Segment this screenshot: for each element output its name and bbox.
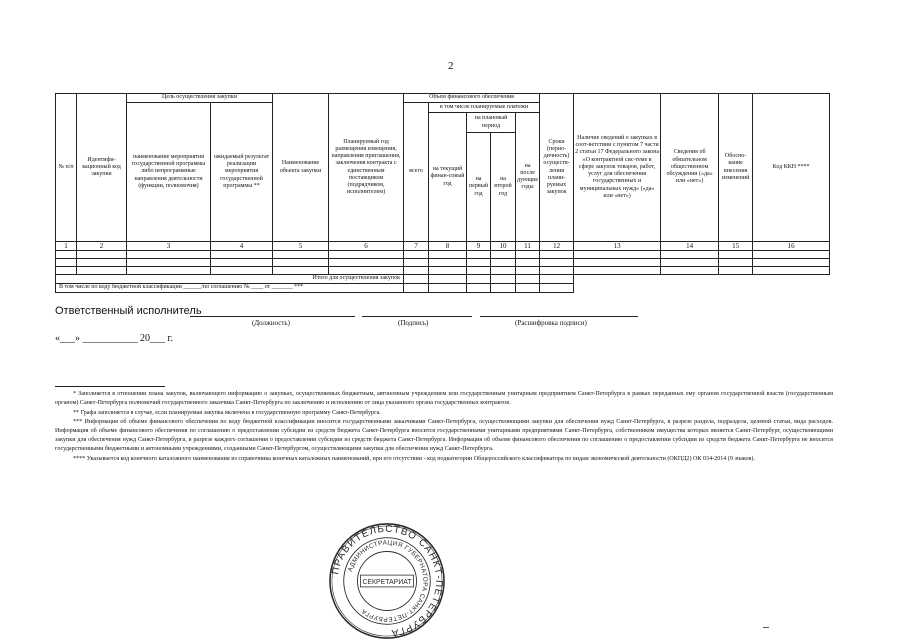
header-planned-payments: в том числе планируемые платежи (429, 103, 540, 113)
table-row (56, 251, 830, 259)
seal-outer-text: ПРАВИТЕЛЬСТВО САНКТ-ПЕТЕРБУРГА (330, 523, 445, 639)
column-number: 2 (77, 242, 127, 251)
signature-caption: (Подпись) (398, 319, 429, 327)
column-number: 5 (273, 242, 329, 251)
column-number: 4 (211, 242, 273, 251)
header-first-year: на первый год (467, 133, 491, 242)
column-numbers-row (56, 242, 830, 251)
header-program-activity: наименование мероприятия государственной программы либо непрограммные направления деятельности (функции, полномочия) (127, 103, 211, 242)
page-number: 2 (448, 60, 454, 72)
column-number: 10 (491, 242, 516, 251)
header-object-name: Наименование объекта закупки (273, 94, 329, 242)
column-number: 8 (429, 242, 467, 251)
seal-inner-text: АДМИНИСТРАЦИЯ ГУБЕРНАТОРА САНКТ-ПЕТЕРБУРГА (346, 539, 429, 623)
footnote: *** Информация об объеме финансового обеспечения по коду бюджетной классификации вносится государственными заказчиками Санкт-Петербурга, осуществляющими закупки для обеспечения нужд Санкт-Петербурга, в разрезе раздела, подраздела, целевой статьи, вида расходов. Информация об объеме финансового обеспечения по соглашению о предоставлении субсидии из средств бюджета Санкт-Петербурга вносится государственными унитарными предприятиями Санкт-Петербурга, собственником имущества которых является Санкт-Петербург, осуществляющими закупки для обеспечения нужд Санкт-Петербурга, в разрезе каждого соглашения о предоставлении субсидии из средств бюджета Санкт-Петербурга. Информация об объеме финансового обеспечения по соглашению о предоставлении субсидии из средств бюджета Санкт-Петербурга не вносится государственными бюджетными и автономными учреждениями, созданными Санкт-Петербургом, осуществляющими закупки для обеспечения нужд Санкт-Петербурга. (55, 419, 833, 452)
column-number: 13 (574, 242, 661, 251)
column-number: 11 (516, 242, 540, 251)
column-number: 16 (753, 242, 830, 251)
footnote-separator (55, 386, 165, 387)
column-number: 12 (540, 242, 574, 251)
column-number: 9 (467, 242, 491, 251)
header-purchase-goal: Цель осуществления закупки (127, 94, 273, 103)
header-change-reason: Обосно-вание внесения изменений (719, 94, 753, 242)
budget-code-label: В том числе по коду бюджетной классификации ______/по соглашению № ____ от _______ *** (56, 284, 404, 293)
footnote: ** Графа заполняется в случае, если планируемая закупка включена в государственную программу Санкт-Петербурга. (73, 409, 381, 416)
position-line (190, 316, 355, 317)
total-label: Итого для осуществления закупок (56, 275, 404, 284)
procurement-plan-table (55, 93, 830, 293)
seal-center-text: СЕКРЕТАРИАТ (362, 578, 412, 586)
column-number: 1 (56, 242, 77, 251)
header-later-years: на после дующие годы (516, 113, 540, 242)
header-procurement-terms: Сроки (перио-дичность) осуществ-ления плани-руемых закупок (540, 94, 574, 242)
header-row-number: № п/п (56, 94, 77, 242)
footnotes (55, 390, 833, 463)
scan-mark (763, 627, 769, 628)
header-total: всего (404, 103, 429, 242)
column-number: 6 (329, 242, 404, 251)
column-number: 7 (404, 242, 429, 251)
position-caption: (Должность) (252, 319, 290, 327)
header-planned-year: Планируемый год размещения извещения, направления приглашения, заключения контракта с единственным поставщиком (подрядчиком, исполнителем) (329, 94, 404, 242)
signature-line (362, 316, 472, 317)
decode-line (480, 316, 638, 317)
date-field: «___» ___________ 20___ г. (55, 333, 173, 344)
budget-code-row (56, 284, 830, 293)
header-financing-volume: Объем финансового обеспечения (404, 94, 540, 103)
table-row (56, 259, 830, 267)
header-expected-result: ожидаемый результат реализации мероприятия государственной программы ** (211, 103, 273, 242)
footnote: **** Указывается код конечного каталожного наименования из справочника конечных каталожных наименований, при его отсутствии - код подкатегории Общероссийского классификатора по видам экономической деятельности (ОКПД2) ОК 034-2014 (9 знаков). (73, 455, 755, 462)
column-number: 3 (127, 242, 211, 251)
header-purchase-id: Идентифи-кационный код закупки (77, 94, 127, 242)
table-row (56, 267, 830, 275)
column-number: 14 (661, 242, 719, 251)
column-number: 15 (719, 242, 753, 251)
decode-caption: (Расшифровка подписи) (515, 319, 587, 327)
responsible-executor-label: Ответственный исполнитель (55, 305, 202, 317)
header-current-year: на текущий финан-совый год (429, 113, 467, 242)
header-planned-period: на плановый период (467, 113, 516, 133)
header-kkn-code: Код ККН **** (753, 94, 830, 242)
header-public-discussion: Сведения об обязательном общественном обсуждении («да» или «нет») (661, 94, 719, 242)
total-row (56, 275, 830, 284)
header-second-year: на второй год (491, 133, 516, 242)
official-seal-stamp (328, 522, 446, 640)
header-law-info: Наличие сведений о закупках в соот-ветствии с пунктом 7 части 2 статьи 17 Федерального закона «О контрактной сис-теме в сфере закупок товаров, работ, услуг для обеспечения государственных и муниципальных нужд» («да» или «нет») (574, 94, 661, 242)
footnote: * Заполняется в отношении плана закупок, включающего информацию о закупках, осуществляемых бюджетным, автономным учреждением или государственным унитарным предприятием Санкт-Петербурга в рамках переданных ему органом государственной власти (государственным органом) Санкт-Петербурга полномочий государственного заказчика Санкт-Петербурга по заключению и исполнению от лица указанного органа государственных контрактов. (55, 391, 833, 406)
